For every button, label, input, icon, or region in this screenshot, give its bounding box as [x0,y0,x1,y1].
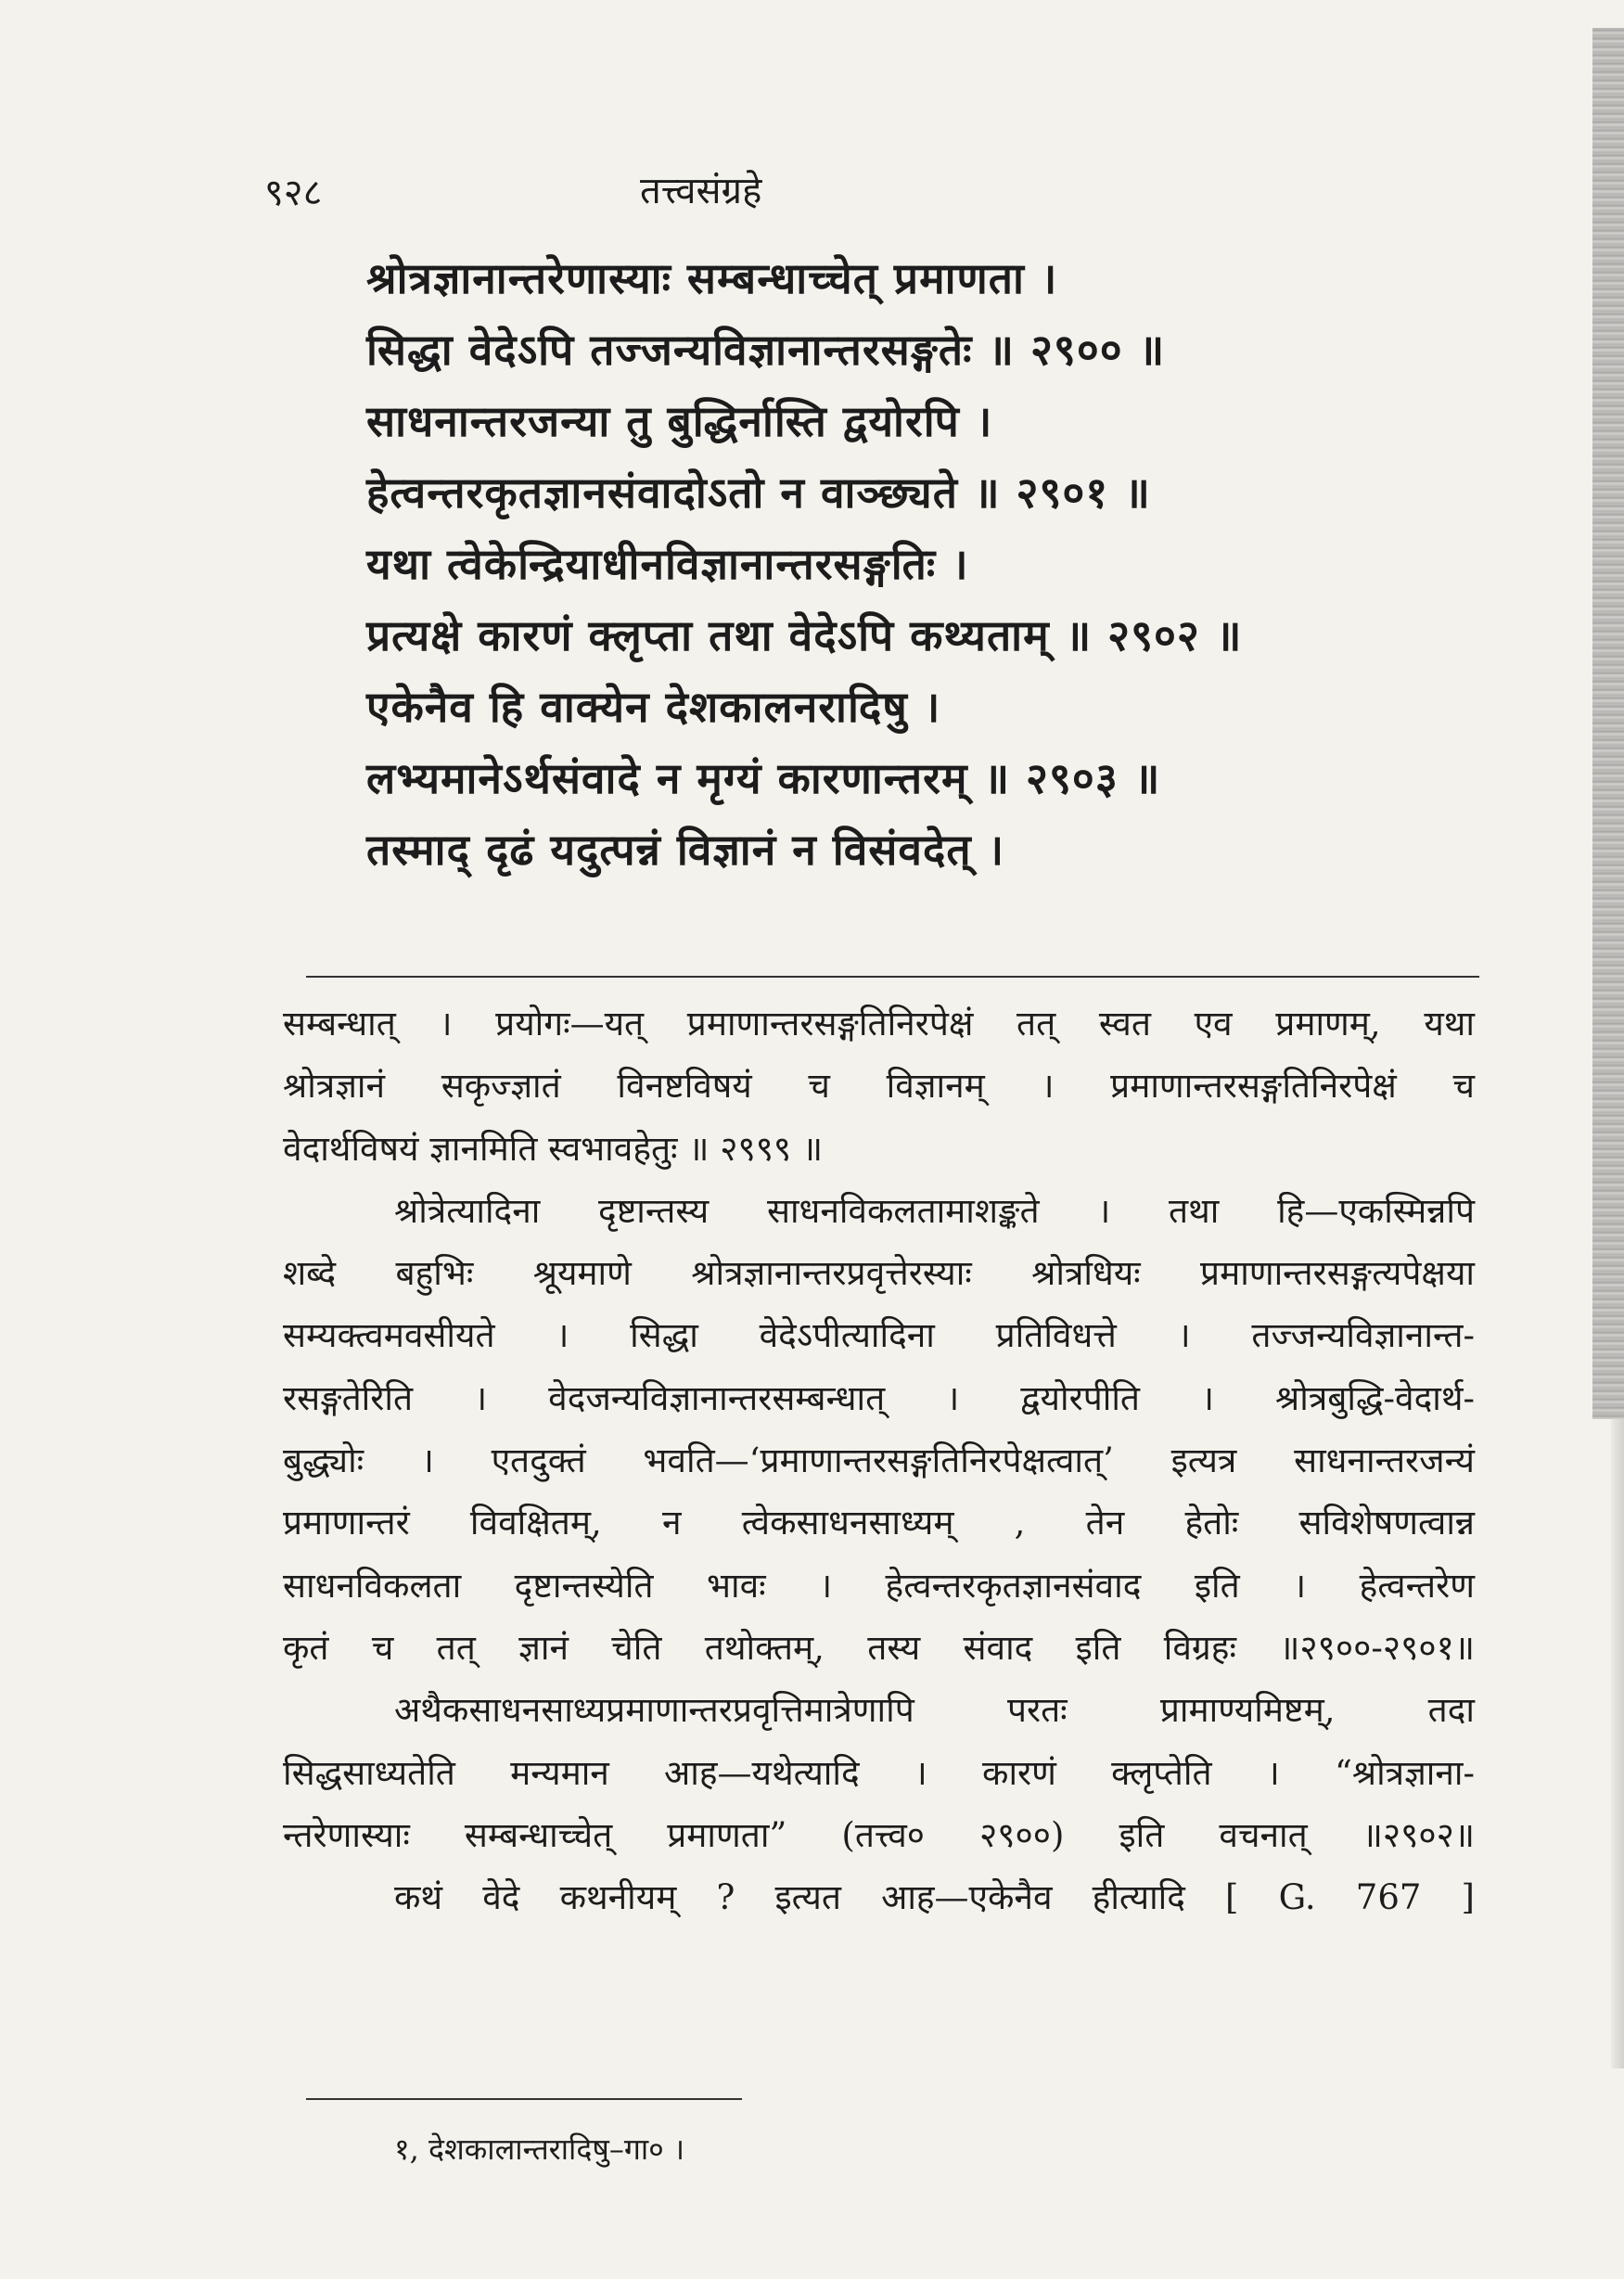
verse-line: श्रोत्रज्ञानान्तरेणास्याः सम्बन्धाच्चेत् प्रमाणता । [366,253,1058,303]
commentary-paragraph [283,1866,1475,1928]
commentary-line: बुद्ध्योः । एतदुक्तं भवति—‘प्रमाणान्तरसङ्गतिनिरपेक्षत्वात्’ इत्यत्र साधनान्तरजन्यं [283,1440,1475,1481]
commentary [283,992,1475,1928]
commentary-line: अथैकसाधनसाध्यप्रमाणान्तरप्रवृत्तिमात्रेणापि परतः प्रामाण्यमिष्टम्, तदा [394,1690,1475,1731]
commentary-line: कृतं च तत् ज्ञानं चेति तथोक्तम्, तस्य संवाद इति विग्रहः ॥२९००-२९०१॥ [283,1627,1475,1668]
verse-block [366,243,1442,886]
commentary-line: शब्दे बहुभिः श्रूयमाणे श्रोत्रज्ञानान्तरप्रवृत्तेरस्याः श्रोत्रधियः प्रमाणान्तरसङ्गत्यपेक्षया [283,1253,1475,1294]
verse-line: यथा त्वेकेन्द्रियाधीनविज्ञानान्तरसङ्गतिः । [366,539,969,589]
page-number: ९२८ [264,172,323,214]
commentary-line: सिद्धसाध्यतेति मन्यमान आह—यथेत्यादि । कारणं क्लृप्तेति । “श्रोत्रज्ञाना- [283,1752,1475,1793]
commentary-line: वेदार्थविषयं ज्ञानमिति स्वभावहेतुः ॥ २९९९ ॥ [283,1128,824,1169]
commentary-line: प्रमाणान्तरं विवक्षितम्, न त्वेकसाधनसाध्यम् , तेन हेतोः सविशेषणत्वान्न [283,1503,1475,1543]
verse-line: प्रत्यक्षे कारणं क्लृप्ता तथा वेदेऽपि कथ्यताम् ॥ २९०२ ॥ [366,610,1243,660]
commentary-line: सम्बन्धात् । प्रयोगः—यत् प्रमाणान्तरसङ्गतिनिरपेक्षं तत् स्वत एव प्रमाणम्, यथा [283,1004,1475,1043]
verse-line: सिद्धा वेदेऽपि तज्जन्यविज्ञानान्तरसङ्गतेः ॥ २९०० ॥ [366,325,1166,375]
verse-line: तस्माद् दृढं यदुत्पन्नं विज्ञानं न विसंवदेत् । [366,825,1005,875]
commentary-line: श्रोत्रज्ञानं सकृज्ज्ञातं विनष्टविषयं च विज्ञानम् । प्रमाणान्तरसङ्गतिनिरपेक्षं च [283,1066,1475,1107]
commentary-paragraph [283,1679,1475,1866]
verse-line: हेत्वन्तरकृतज्ञानसंवादोऽतो न वाञ्छ्यते ॥ २९०१ ॥ [366,467,1151,518]
verse-line: लभ्यमानेऽर्थसंवादे न मृग्यं कारणान्तरम् ॥ २९०३ ॥ [366,753,1161,803]
commentary-paragraph [283,992,1475,1180]
commentary-line: कथं वेदे कथनीयम् ? इत्यत आह—एकेनैव हीत्यादि [ G. 767 ] [394,1877,1475,1918]
commentary-line: साधनविकलता दृष्टान्तस्येति भावः । हेत्वन्तरकृतज्ञानसंवाद इति । हेत्वन्तरेण [283,1565,1475,1606]
commentary-line: श्रोत्रेत्यादिना दृष्टान्तस्य साधनविकलतामाशङ्कते । तथा हि—एकस्मिन्नपि [394,1190,1475,1231]
commentary-line: न्तरेणास्याः सम्बन्धाच्चेत् प्रमाणता” (तत्त्व० २९००) इति वचनात् ॥२९०२॥ [283,1814,1475,1855]
verse-line: साधनान्तरजन्या तु बुद्धिर्नास्ति द्वयोरपि । [366,396,993,446]
commentary-paragraph [283,1180,1475,1679]
footnote-divider [306,2098,742,2100]
book-binding-edge [1592,28,1624,1419]
running-head: तत्त्वसंग्रहे [640,170,762,212]
verse-line: एकेनैव हि वाक्येन देशकालनरादिषु । [366,682,941,732]
page-shadow-edge [1611,1419,1624,2068]
commentary-line: रसङ्गतेरिति । वेदजन्यविज्ञानान्तरसम्बन्धात् । द्वयोरपीति । श्रोत्रबुद्धि-वेदार्थ- [283,1377,1475,1418]
footnote: १, देशकालान्तरादिषु–गा० । [394,2132,685,2167]
verse-commentary-divider [306,976,1479,978]
commentary-line: सम्यक्त्वमवसीयते । सिद्धा वेदेऽपीत्यादिना प्रतिविधत्ते । तज्जन्यविज्ञानान्त- [283,1315,1475,1356]
